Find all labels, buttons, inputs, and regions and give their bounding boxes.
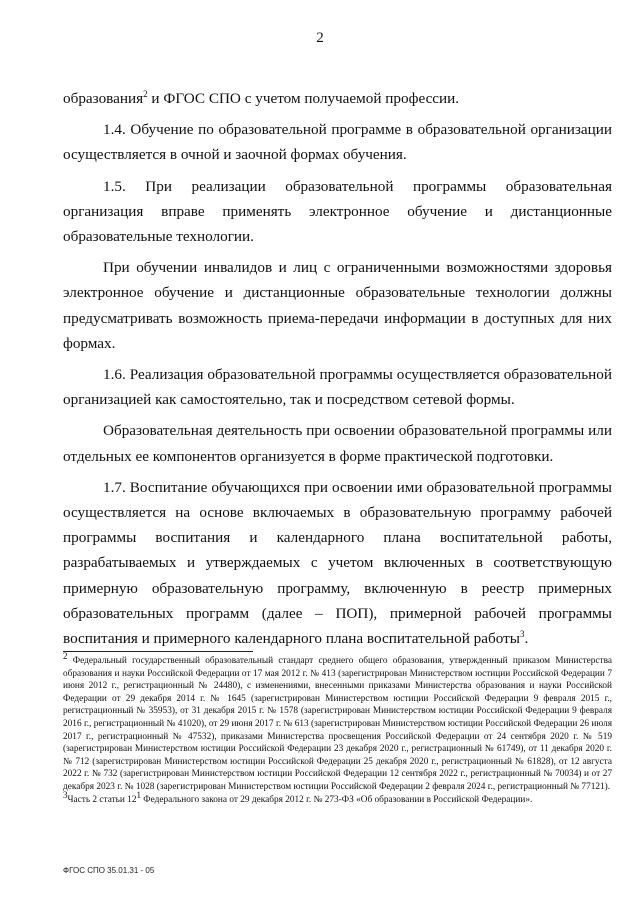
document-body — [63, 86, 612, 657]
paragraph-text: 1.7. Воспитание обучающихся при освоении ими образовательной программы осуществляется на основе включаемых в образовательную программу рабочей программы воспитания и календарного плана воспитательной работы, разрабатываемых и утверждаемых с учетом включенных в соответствующую примерную образовательную программу, включенную в реестр примерных образовательных программ (далее – ПОП), примерной рабочей программы воспитания и примерного календарного плана воспитательной работы — [63, 478, 612, 648]
paragraph-text: . — [524, 630, 529, 648]
paragraph-1-6: 1.6. Реализация образовательной программы осуществляется образовательной организацией как самостоятельно, так и посредством сетевой формы. — [63, 366, 612, 409]
footnote-text: Часть 2 статьи 12 — [67, 794, 137, 805]
paragraph-1-4: 1.4. Обучение по образовательной программе в образовательной организации осуществляется в очной и заочной формах обучения. — [63, 121, 612, 164]
paragraph-continuation — [63, 86, 612, 111]
footnote-ref-3: 3 — [519, 629, 525, 639]
footnote-marker: 2 — [63, 650, 68, 661]
footnote-ref-2: 2 — [143, 88, 148, 99]
page-number: 2 — [316, 30, 324, 46]
footnote-divider — [63, 651, 253, 652]
paragraph-text: образования — [63, 90, 144, 107]
footnote-text: Федерального закона от 29 декабря 2012 г. № 273-ФЗ «Об образовании в Российской Федерации». — [140, 794, 533, 805]
paragraph-1-7 — [63, 475, 612, 651]
footnote-text: Федеральный государственный образовательный стандарт среднего общего образования, утвержденный приказом Министерства образования и науки Российской Федерации от 17 мая 2012 г. № 413 (зарегистрирован Министерством юстиции Российской Федерации 7 июня 2012 г., регистрационный № 24480), с изменениями, внесенными приказами Министерства образования и науки Российской Федерации от 29 декабря 2014 г. № 1645 (зарегистрирован Министерством юстиции Российской Федерации 9 февраля 2015 г., регистрационный № 35953), от 31 декабря 2015 г. № 1578 (зарегистрирован Министерством юстиции Российской Федерации 9 февраля 2016 г., регистрационный № 41020), от 29 июня 2017 г. № 613 (зарегистрирован Министерством юстиции Российской Федерации 26 июля 2017 г., регистрационный № 47532), приказами Министерства просвещения Российской Федерации от 24 сентября 2020 г. № 519 (зарегистрирован Министерством юстиции Российской Федерации 23 декабря 2020 г., регистрационный № 61749), от 11 декабря 2020 г. № 712 (зарегистрирован Министерством юстиции Российской Федерации 25 декабря 2020 г., регистрационный № 61828), от 12 августа 2022 г. № 732 (зарегистрирован Министерством юстиции Российской Федерации 12 сентября 2022 г., регистрационный № 70034) и от 27 декабря 2023 г. № 1028 (зарегистрирован Министерством юстиции Российской Федерации 2 февраля 2024 г., регистрационный № 77121). — [63, 656, 612, 792]
footnote-2 — [63, 650, 612, 794]
article-superscript: 1 — [136, 789, 141, 800]
paragraph-1-5: 1.5. При реализации образовательной программы образовательная организация вправе применять электронное обучение и дистанционные образовательные технологии. — [63, 177, 612, 246]
paragraph-disabilities: При обучении инвалидов и лиц с ограниченными возможностями здоровья электронное обучение и дистанционные образовательные технологии должны предусматривать возможность приема-передачи информации в доступных для них формах. — [63, 259, 612, 352]
document-footer-code: ФГОС СПО 35.01.31 - 05 — [63, 866, 155, 875]
footnote-marker: 3 — [63, 789, 68, 800]
paragraph-text: и ФГОС СПО с учетом получаемой профессии. — [147, 90, 460, 107]
footnote-3 — [63, 789, 612, 807]
paragraph-practical-training: Образовательная деятельность при освоении образовательной программы или отдельных ее компонентов организуется в форме практической подготовки. — [63, 422, 612, 465]
footnotes — [63, 650, 612, 806]
